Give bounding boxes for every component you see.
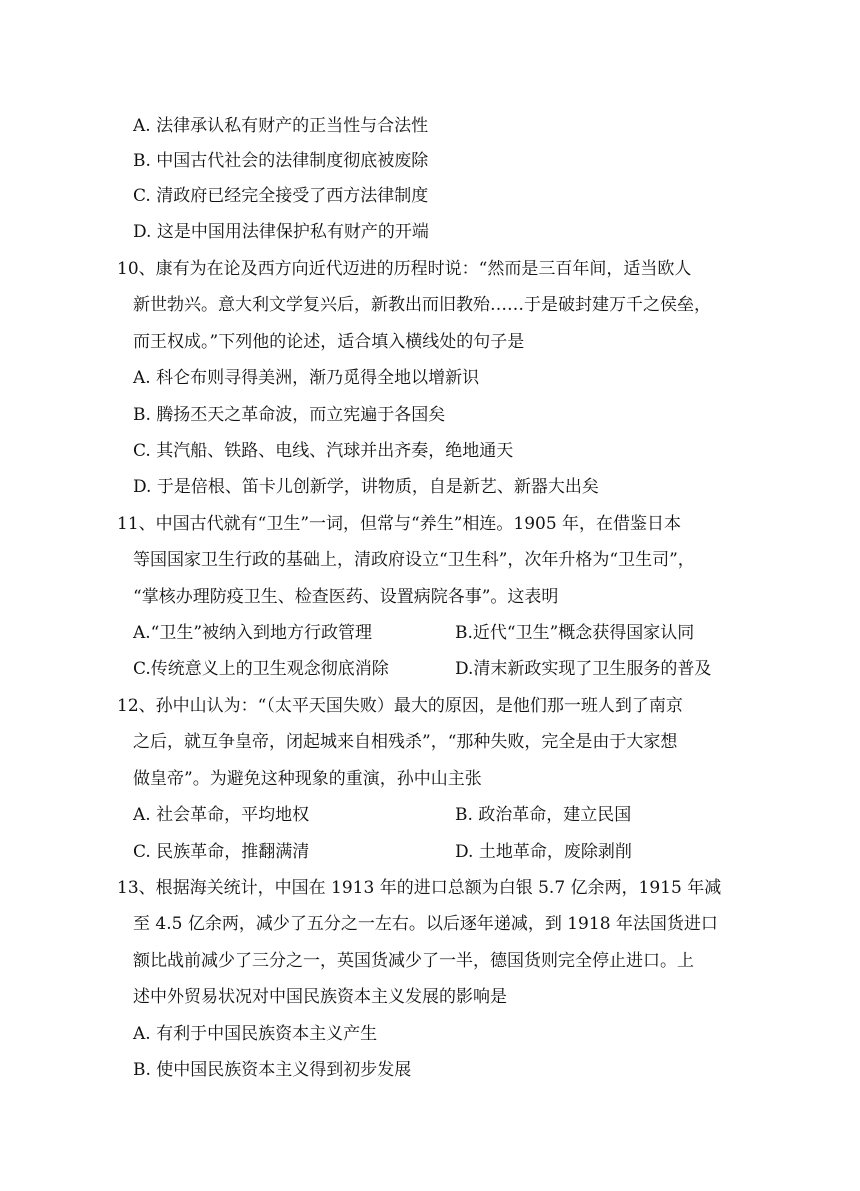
question-13-stem: 13、根据海关统计，中国在 1913 年的进口总额为白银 5.7 亿余两，1915 年减: [117, 878, 722, 898]
question-10-stem: 新世勃兴。意大利文学复兴后，新教出而旧教殆……于是破封建万千之侯垒，: [133, 295, 711, 315]
question-13-option-a: A. 有利于中国民族资本主义产生: [133, 1024, 378, 1044]
question-11-option-d: D.清末新政实现了卫生服务的普及: [455, 659, 712, 679]
option-b: B. 中国古代社会的法律制度彻底被废除: [133, 151, 429, 171]
option-a: A. 法律承认私有财产的正当性与合法性: [133, 116, 429, 136]
question-10-stem: 而王权成。”下列他的论述，适合填入横线处的句子是: [133, 332, 525, 352]
question-10-option-c: C. 其汽船、铁路、电线、汽球并出齐奏，绝地通天: [133, 441, 514, 461]
option-c: C. 清政府已经完全接受了西方法律制度: [133, 186, 429, 206]
question-11-option-c: C.传统意义上的卫生观念彻底消除: [133, 659, 389, 679]
question-11-stem: 等国国家卫生行政的基础上，清政府设立“卫生科”，次年升格为“卫生司”，: [133, 550, 695, 570]
question-10-option-d: D. 于是倍根、笛卡儿创新学，讲物质，自是新艺、新器大出矣: [133, 477, 599, 497]
question-12-option-a: A. 社会革命，平均地权: [133, 805, 310, 825]
question-13-stem: 额比战前减少了三分之一，英国货减少了一半，德国货则完全停止进口。上: [133, 951, 694, 971]
question-13-option-b: B. 使中国民族资本主义得到初步发展: [133, 1060, 412, 1080]
question-11-stem: 11、中国古代就有“卫生”一词，但常与“养生”相连。1905 年，在借鉴日本: [117, 514, 682, 534]
question-11-option-b: B.近代“卫生”概念获得国家认同: [455, 623, 695, 643]
question-13-stem: 述中外贸易状况对中国民族资本主义发展的影响是: [133, 987, 507, 1007]
question-10-option-a: A. 科仑布则寻得美洲，渐乃觅得全地以增新识: [133, 368, 480, 388]
question-11-stem: “掌核办理防疫卫生、检查医药、设置病院各事”。这表明: [133, 587, 559, 607]
option-d: D. 这是中国用法律保护私有财产的开端: [133, 222, 429, 242]
question-12-option-d: D. 土地革命，废除剥削: [455, 842, 632, 862]
question-10-option-b: B. 腾扬丕天之革命波，而立宪遍于各国矣: [133, 405, 446, 425]
question-13-stem: 至 4.5 亿余两，减少了五分之一左右。以后逐年递减，到 1918 年法国货进口: [133, 914, 718, 934]
question-12-stem: 之后，就互争皇帝，闭起城来自相残杀”，“那种失败，完全是由于大家想: [133, 732, 678, 752]
question-12-option-b: B. 政治革命，建立民国: [455, 805, 632, 825]
question-12-stem: 做皇帝”。为避免这种现象的重演，孙中山主张: [133, 769, 482, 789]
question-10-stem: 10、康有为在论及西方向近代迈进的历程时说：“然而是三百年间，适当欧人: [117, 259, 692, 279]
question-12-option-c: C. 民族革命，推翻满清: [133, 842, 310, 862]
question-12-stem: 12、孙中山认为：“（太平天国失败）最大的原因，是他们那一班人到了南京: [117, 696, 683, 716]
question-11-option-a: A.“卫生”被纳入到地方行政管理: [133, 623, 373, 643]
